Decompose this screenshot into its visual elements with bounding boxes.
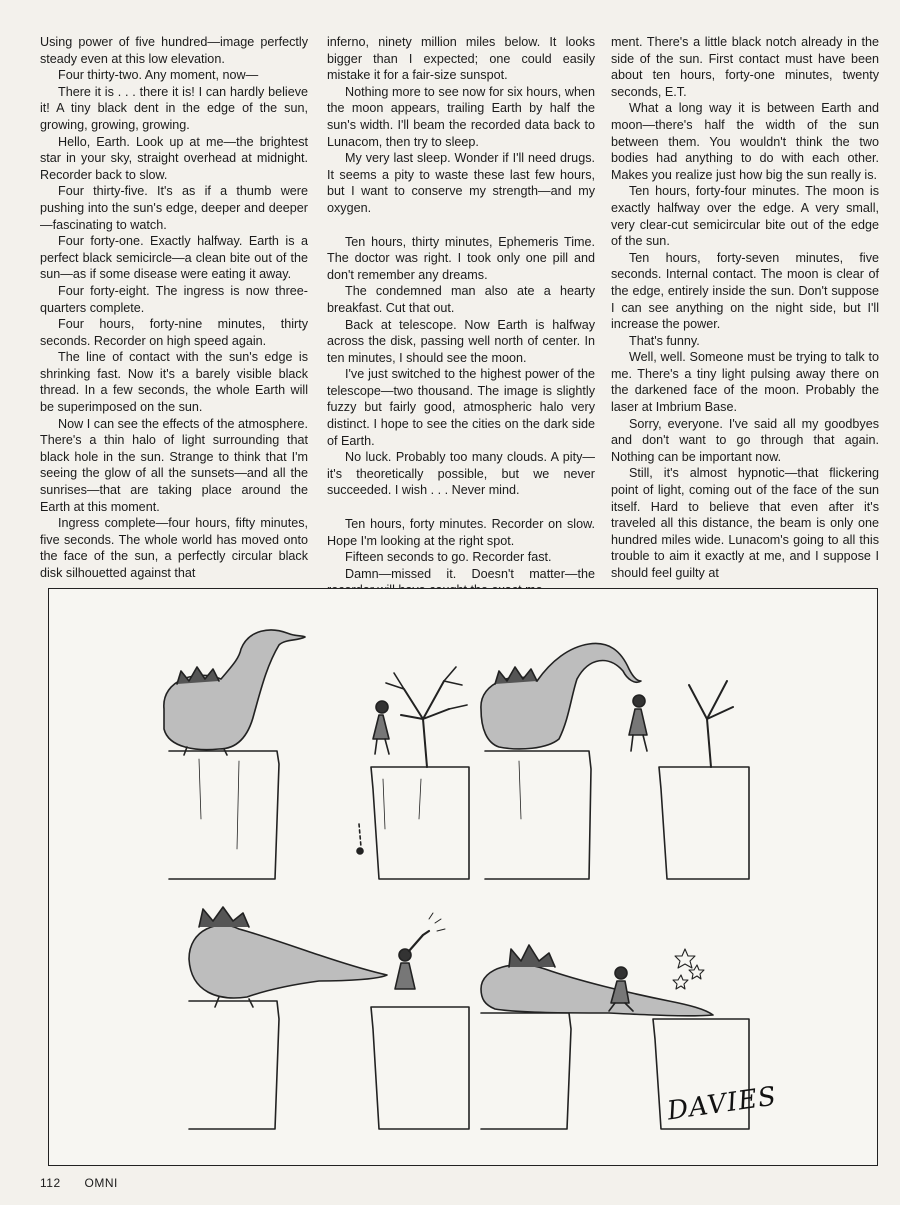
cliff-left-4 — [481, 1013, 571, 1129]
paragraph: Ten hours, forty-four minutes. The moon is exactly halfway over the edge. A very small, very clear-cut semicircular bite out of the edge of the sun. — [611, 184, 879, 249]
falling-rock — [359, 824, 361, 847]
text-column-3 — [611, 34, 879, 582]
cliff-right-3 — [371, 1007, 469, 1129]
paragraph: inferno, ninety million miles below. It looks bigger than I expected; one could easily mistake it for a fair-size sunspot. — [327, 35, 595, 83]
paragraph: Back at telescope. Now Earth is halfway across the disk, passing well north of center. In ten minutes, I should see the moon. — [327, 317, 595, 365]
paragraph: Four forty-eight. The ingress is now three-quarters complete. — [40, 283, 308, 315]
cliff-left-2 — [485, 751, 591, 879]
cliff-right — [371, 767, 469, 879]
dinosaur-body — [164, 630, 305, 750]
paragraph: My very last sleep. Wonder if I'll need drugs. It seems a pity to waste these last few hours, but I want to conserve my strength—and my oxygen. — [327, 151, 595, 215]
paragraph: Now I can see the effects of the atmosphere. There's a thin halo of light surrounding that black hole in the sun. Strange to think that I'm seeing the glow of all the sunsets—and all the sunrises—that are taking place around the Earth at this moment. — [40, 416, 308, 514]
paragraph: Four forty-one. Exactly halfway. Earth is a perfect black semicircle—a clean bite out of the sun—as if some disease were eating it away. — [40, 234, 308, 282]
paragraph: ment. There's a little black notch already in the side of the sun. First contact must have been about ten hours, forty-one minutes, twenty seconds, E.T. — [611, 35, 879, 99]
panel-1 — [164, 630, 469, 879]
paragraph: Ten hours, thirty minutes, Ephemeris Time. The doctor was right. I took only one pill and don't remember any dreams. — [327, 234, 595, 282]
paragraph: Still, it's almost hypnotic—that flickering point of light, coming out of the face of the sun itself. Hard to believe that even after it's traveled all this distance, the beam is only one hundred miles wide. Lunacom's going to all this trouble to aim it exactly at me, and I suppose I should feel guilty at — [611, 466, 879, 580]
paragraph: There it is . . . there it is! I can hardly believe it! A tiny black dent in the edge of the sun, growing, growing, growing. — [40, 84, 308, 132]
cliff-right-2 — [659, 767, 749, 879]
dinosaur-body-2 — [481, 643, 641, 748]
artist-signature: DAVIES — [665, 1081, 779, 1127]
paragraph: Four thirty-two. Any moment, now— — [58, 68, 259, 83]
paragraph: Ten hours, forty-seven minutes, five seconds. Internal contact. The moon is clear of the edge, entirely inside the sun. Don't suppose I can see anything on the night side, but I'll increase the power. — [611, 250, 879, 332]
paragraph: Four hours, forty-nine minutes, thirty seconds. Recorder on high speed again. — [40, 317, 308, 348]
page-number: 112 — [40, 1176, 61, 1190]
palm-tree — [401, 681, 449, 767]
paragraph: Using power of five hundred—image perfectly steady even at this low elevation. — [40, 35, 308, 66]
paragraph: Ingress complete—four hours, fifty minutes, five seconds. The whole world has moved onto the face of the sun, a perfectly circular black disk silhouetted against that — [40, 516, 308, 580]
paragraph: The condemned man also ate a hearty breakfast. Cut that out. — [327, 284, 595, 315]
paragraph: Fifteen seconds to go. Recorder fast. — [345, 550, 552, 565]
cliff-left-3 — [189, 1001, 279, 1129]
panel-2 — [481, 643, 749, 879]
text-column-2 — [327, 34, 595, 599]
page-footer — [40, 1176, 138, 1190]
daze-stars — [673, 949, 704, 989]
cartoon-illustration — [48, 588, 878, 1166]
paragraph: The line of contact with the sun's edge is shrinking fast. Now it's a barely visible black thread. In a few seconds, the whole Earth will be superimposed on the sun. — [40, 350, 308, 415]
text-column-1 — [40, 34, 308, 582]
paragraph: No luck. Probably too many clouds. A pity—it's theoretically possible, but we never succeeded. I wish . . . Never mind. — [327, 450, 595, 498]
paragraph: Damn—missed it. Doesn't matter—the — [345, 566, 595, 581]
paragraph: Nothing more to see now for six hours, when the moon appears, trailing Earth by half the sun's width. I'll beam the recorded data back to Lunacom, then try to sleep. — [327, 84, 595, 149]
paragraph: I've just switched to the highest power of the telescope—two thousand. The image is slightly fuzzy but fairly good, atmospheric halo very distinct. I hope to see the cities on the dark side of Earth. — [327, 367, 595, 448]
magazine-name: OMNI — [84, 1176, 118, 1190]
paragraph: Four thirty-five. It's as if a thumb were pushing into the sun's edge, deeper and deeper—fascinating to watch. — [40, 184, 308, 232]
paragraph: Sorry, everyone. I've said all my goodbyes and don't want to go through that again. Nothing can be important now. — [611, 416, 879, 464]
paragraph: What a long way it is between Earth and moon—there's half the width of the sun between them. You wouldn't think the two bodies had anything to do with each other. Makes you realize just how big the sun really is. — [611, 101, 879, 182]
cliff-left — [169, 751, 279, 879]
paragraph: That's funny. — [629, 333, 700, 348]
caveman-body — [373, 715, 389, 739]
panel-3 — [189, 907, 469, 1129]
dinosaur-body-4 — [481, 965, 713, 1016]
paragraph: Hello, Earth. Look up at me—the brightest star in your sky, straight overhead at midnight. Recorder back to slow. — [40, 134, 308, 182]
dinosaur-body-3 — [189, 925, 387, 998]
caveman-head — [376, 701, 388, 713]
paragraph: Ten hours, forty minutes. Recorder on slow. Hope I'm looking at the right spot. — [327, 517, 595, 548]
cartoon-drawing — [49, 589, 877, 1165]
paragraph: Well, well. Someone must be trying to talk to me. There's a tiny light pulsing away there on the darkened face of the moon. Probably the laser at Imbrium Base. — [611, 350, 879, 415]
